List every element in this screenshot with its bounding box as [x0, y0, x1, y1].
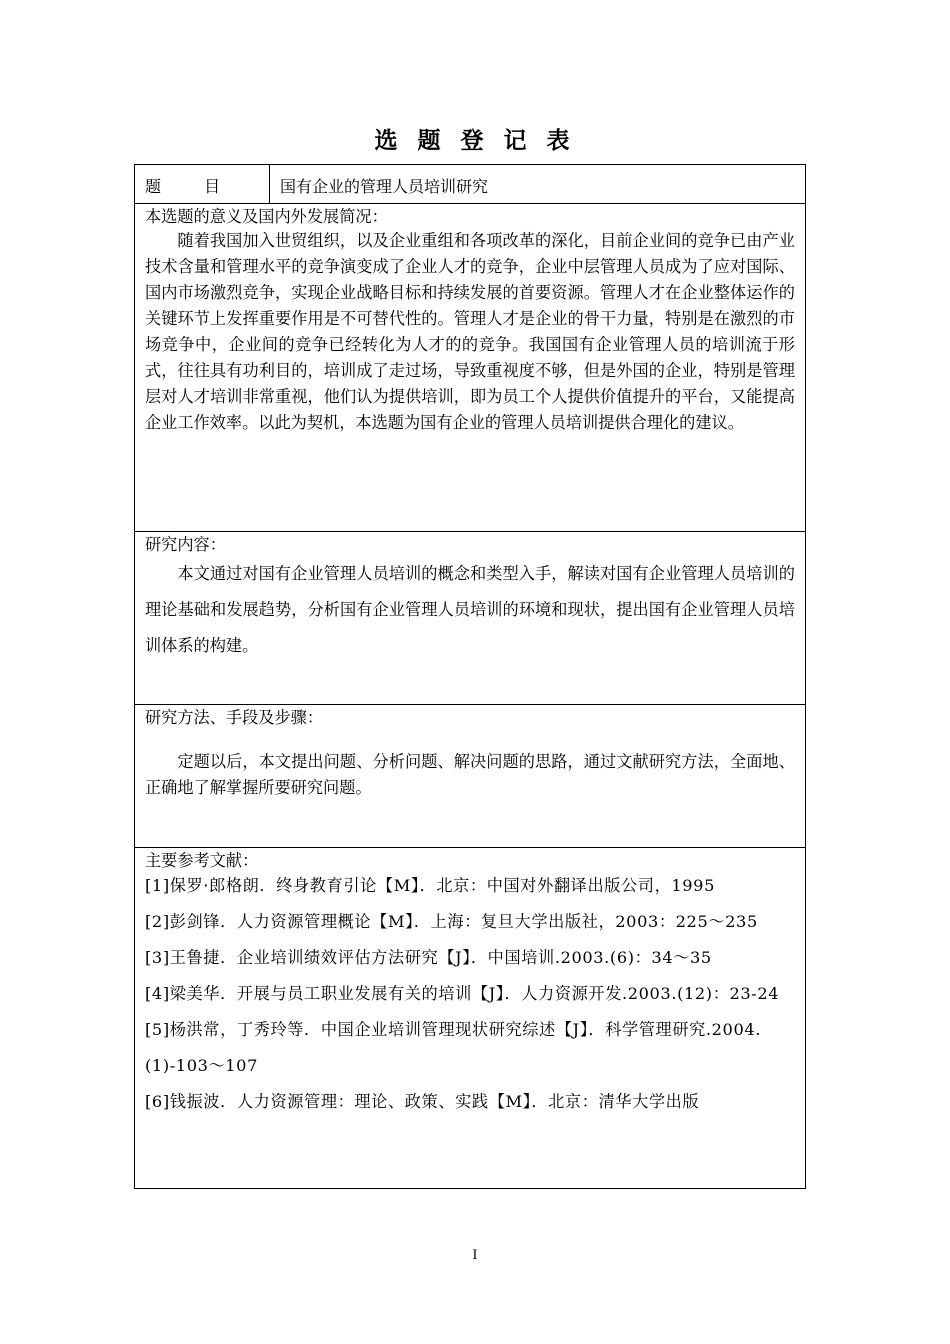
- reference-item: [5]杨洪常，丁秀玲等．中国企业培训管理现状研究综述【J】．科学管理研究.2004.(1)-103～107: [145, 1020, 762, 1075]
- content-heading: 研究内容：: [145, 535, 226, 554]
- content-row: [135, 532, 806, 705]
- topic-label-cell: [135, 165, 270, 204]
- methods-body: 定题以后，本文提出问题、分析问题、解决问题的思路，通过文献研究方法，全面地、正确地了解掌握所要研究问题。: [145, 752, 795, 797]
- methods-heading: 研究方法、手段及步骤：: [145, 708, 324, 727]
- references-heading: 主要参考文献：: [145, 851, 259, 870]
- reference-item: [1]保罗·郎格朗．终身教育引论【M】．北京：中国对外翻译出版公司，1995: [145, 876, 715, 895]
- references-cell: [135, 848, 806, 1189]
- significance-row: [135, 204, 806, 532]
- significance-body: 随着我国加入世贸组织，以及企业重组和各项改革的深化，目前企业间的竞争已由产业技术含量和管理水平的竞争演变成了企业人才的竞争，企业中层管理人员成为了应对国际、国内市场激烈竞争，实现企业战略目标和持续发展的首要资源。管理人才在企业整体运作的关键环节上发挥重要作用是不可替代性的。管理人才是企业的骨干力量，特别是在激烈的市场竞争中，企业间的竞争已经转化为人才的的竞争。我国国有企业管理人员的培训流于形式，往往具有功利目的，培训成了走过场，导致重视度不够，但是外国的企业，特别是管理层对人才培训非常重视，他们认为提供培训，即为员工个人提供价值提升的平台，又能提高企业工作效率。以此为契机，本选题为国有企业的管理人员培训提供合理化的建议。: [145, 231, 795, 432]
- reference-item: [6]钱振波．人力资源管理：理论、政策、实践【M】．北京：清华大学出版: [145, 1092, 700, 1111]
- references-row: [135, 848, 806, 1189]
- reference-item: [2]彭剑锋．人力资源管理概论【M】．上海：复旦大学出版社，2003：225～235: [145, 912, 758, 931]
- reference-list: [145, 868, 795, 1120]
- methods-cell: [135, 705, 806, 848]
- topic-value-cell: [270, 165, 806, 204]
- reference-item: [4]梁美华．开展与员工职业发展有关的培训【J】．人力资源开发.2003.(12)：23-24: [145, 984, 780, 1003]
- content-cell: [135, 532, 806, 705]
- registration-table: [134, 164, 806, 1189]
- topic-label: 题 目: [145, 177, 221, 196]
- methods-row: [135, 705, 806, 848]
- spacer: [145, 729, 795, 749]
- content-body: 本文通过对国有企业管理人员培训的概念和类型入手，解读对国有企业管理人员培训的理论基础和发展趋势，分析国有企业管理人员培训的环境和现状，提出国有企业管理人员培训体系的构建。: [145, 564, 795, 655]
- topic-value: 国有企业的管理人员培训研究: [280, 177, 489, 196]
- page-title: 选 题 登 记 表: [374, 127, 576, 154]
- significance-heading: 本选题的意义及国内外发展简况：: [145, 207, 388, 226]
- page-number: I: [472, 1248, 478, 1263]
- topic-row: [135, 165, 806, 204]
- reference-item: [3]王鲁捷．企业培训绩效评估方法研究【J】．中国培训.2003.(6)：34～35: [145, 948, 712, 967]
- significance-cell: [135, 204, 806, 532]
